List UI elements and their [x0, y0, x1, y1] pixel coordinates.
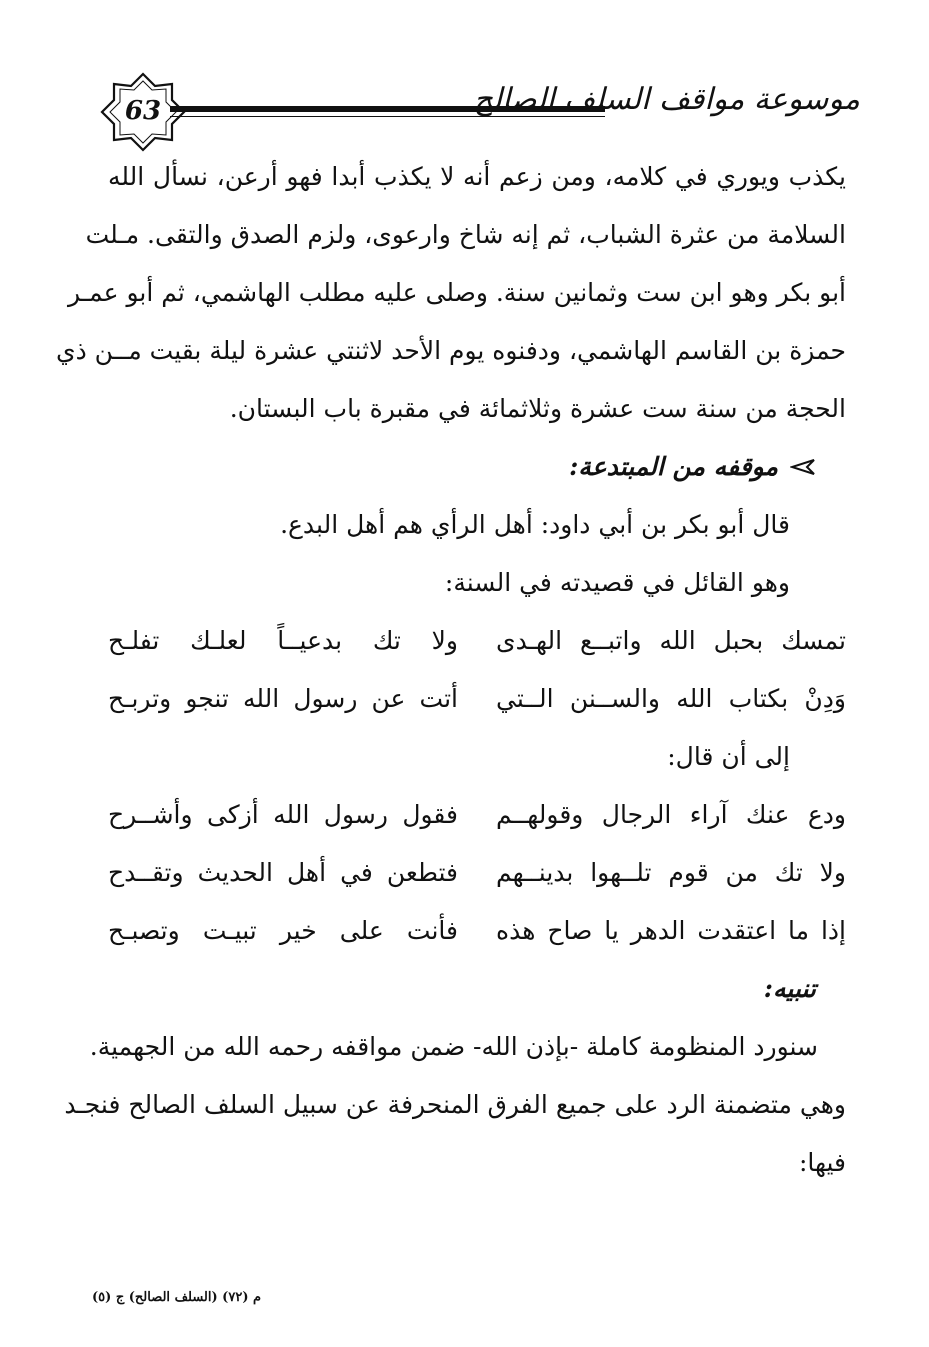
book-title: موسوعة مواقف السلف الصالح [473, 82, 860, 117]
poem-transition: إلى أن قال: [667, 742, 790, 771]
section-heading-text: موقفه من المبتدعة: [569, 452, 778, 481]
text-line: حمزة بن القاسم الهاشمي، ودفنوه يوم الأحد لاثنتي عشرة ليلة بقيت مــن ذي [56, 336, 846, 365]
verse-first-half: ودع عنك آراء الرجال وقولهــم [496, 800, 846, 829]
arrow-bullet-icon [790, 458, 816, 476]
verse-first-half: ولا تك من قوم تلــهوا بدينــهم [496, 858, 846, 887]
text-line: يكذب ويوري في كلامه، ومن زعم أنه لا يكذب أبدا فهو أرعن، نسأل الله [108, 162, 846, 191]
verse-second-half: ولا تك بدعيــاً لعلـك تفلـح [108, 626, 458, 655]
poem-verse [108, 844, 846, 902]
text-line: الحجة من سنة ست عشرة وثلاثمائة في مقبرة باب البستان. [229, 394, 846, 423]
verse-second-half: فقول رسول الله أزكى وأشــرح [108, 800, 458, 829]
quote-line: قال أبو بكر بن أبي داود: أهل الرأي هم أهل البدع. [280, 510, 790, 539]
page-header [100, 72, 860, 152]
page-content [56, 148, 846, 1192]
footer-signature: م (٧٢) (السلف الصالح) ج (٥) [92, 1290, 262, 1305]
poem-verse [108, 612, 846, 670]
section-heading [108, 438, 846, 496]
text-line: سنورد المنظومة كاملة -بإذن الله- ضمن مواقفه رحمه الله من الجهمية. [89, 1032, 818, 1061]
verse-first-half: وَدِنْ بكتاب الله والســنن الــتي [496, 684, 846, 713]
text-line: السلامة من عثرة الشباب، ثم إنه شاخ وارعوى، ولزم الصدق والتقى. مـلت [85, 220, 846, 249]
verse-second-half: فتطعن في أهل الحديث وتقــدح [108, 858, 458, 887]
verse-first-half: إذا ما اعتقدت الدهر يا صاح هذه [496, 916, 846, 945]
note-heading: تنبيه: [763, 974, 816, 1003]
page-number: 63 [124, 96, 162, 126]
verse-second-half: فأنت على خير تبيـت وتصبـح [108, 916, 458, 945]
page-number-badge [100, 72, 186, 152]
text-line: وهي متضمنة الرد على جميع الفرق المنحرفة عن سبيل السلف الصالح فنجـد [64, 1090, 846, 1119]
text-line: فيها: [798, 1148, 846, 1177]
poem-verse [108, 786, 846, 844]
poem-verse [108, 670, 846, 728]
verse-first-half: تمسك بحبل الله واتبــع الهـدى [496, 626, 846, 655]
text-line: أبو بكر وهو ابن ست وثمانين سنة. وصلى عليه مطلب الهاشمي، ثم أبو عمـر [68, 278, 846, 307]
poem-intro: وهو القائل في قصيدته في السنة: [444, 568, 790, 597]
verse-second-half: أتت عن رسول الله تنجو وتربـح [108, 684, 458, 713]
poem-verse [108, 902, 846, 960]
